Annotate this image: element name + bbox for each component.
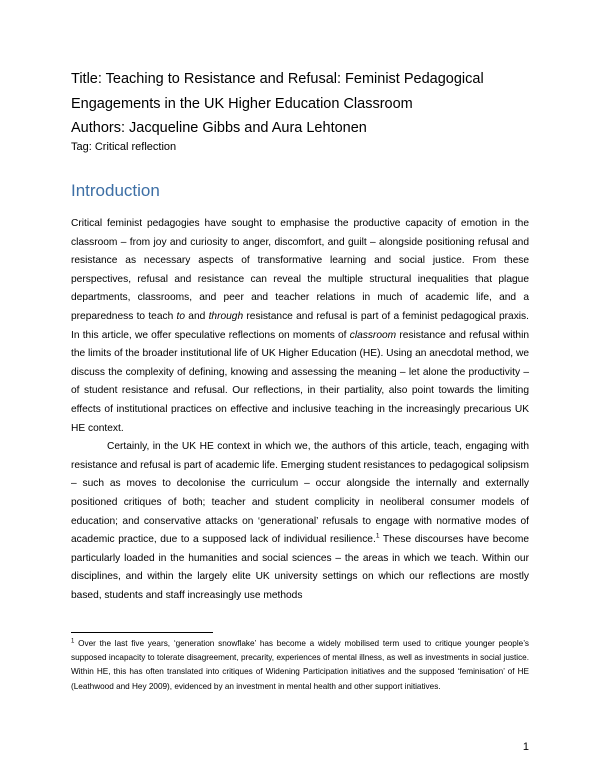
paragraph-1-part-1: Critical feminist pedagogies have sought to emphasise the productive capacity of emotion in the classroom – from joy and curiosity to anger, discomfort, and guilt – alongside positioning refusal and resistance as necessary aspects of transformative learning and social justice. From these perspectives, refusal and resistance can reveal the multiple structural inequalities that plague departments, classrooms, and peer and teacher relations in much of academic life, and a preparedness to teach [71, 218, 529, 322]
footnote-number: 1 [71, 638, 75, 645]
paragraph-1-part-4: resistance and refusal within the limits of the broader institutional life of UK Higher Education (HE). Using an anecdotal method, we discuss the complexity of defining, knowing and assessing the meaning – let alone the productivity – of student resistance and refusal. Our reflections, in their partiality, also point towards the limiting effects of institutional practices on effective and inclusive teaching in the increasingly precarious UK HE context. [71, 329, 529, 434]
body-text [71, 215, 529, 605]
paragraph-1-part-3: resistance and refusal is part of a feminist pedagogical praxis. In this article, we offer speculative reflections on moments of [71, 310, 529, 341]
footnote-divider [71, 632, 213, 633]
title-line-1: Title: Teaching to Resistance and Refusal: Feminist Pedagogical [71, 71, 484, 87]
paragraph-1-part-2: and [185, 310, 209, 322]
footnote-text: Over the last five years, ‘generation snowflake’ has become a widely mobilised term used to critique younger people’s supposed incapacity to tolerate disagreement, precarity, experiences of mental illness, as well as investments in social justice. Within HE, this has often translated into critiques of Widening Participation initiatives and the supposed ‘feminisation’ of HE (Leathwood and Hey 2009), evidenced by an investment in mental health and other support initiatives. [71, 639, 529, 691]
page-number: 1 [522, 741, 529, 753]
emphasis-to: to [176, 310, 186, 322]
footnote-reference[interactable]: 1 [375, 532, 380, 540]
footnote [71, 637, 529, 694]
authors-line: Authors: Jacqueline Gibbs and Aura Lehtonen [71, 120, 367, 136]
paragraph-2 [71, 438, 529, 605]
emphasis-through: through [208, 310, 244, 322]
emphasis-classroom: classroom [349, 329, 397, 341]
section-heading: Introduction [71, 181, 160, 200]
paragraph-2-part-1: Certainly, in the UK HE context in which we, the authors of this article, teach, engaging with resistance and refusal is part of academic life. Emerging student resistances to pedagogical solipsism – such as moves to decolonise the curriculum – occur alongside the internally and externally positioned critiques of both; teacher and student complicity in neoliberal consumer models of education; and conservative attacks on ‘generational’ refusals to engage with normative modes of academic practice, due to a supposed lack of individual resilience. [71, 441, 529, 546]
tag-line: Tag: Critical reflection [71, 141, 177, 153]
paragraph-2-part-2: These discourses have become particularly loaded in the humanities and social sciences – the areas in which we teach. Within our disciplines, and within the largely elite UK university settings on which our reflections are mostly based, students and staff increasingly use methods [71, 534, 529, 601]
title-line-2: Engagements in the UK Higher Education Classroom [71, 96, 413, 112]
paragraph-1 [71, 215, 529, 438]
